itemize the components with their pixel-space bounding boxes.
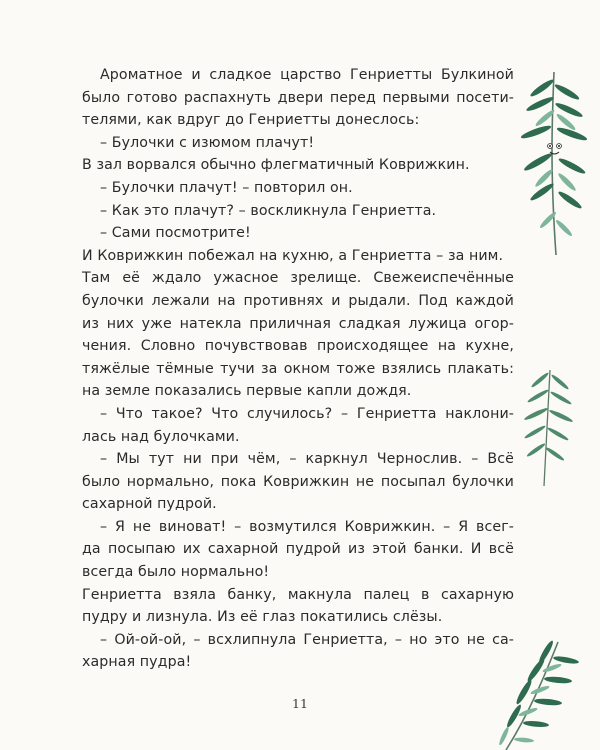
text-line: да посыпаю их сахарной пудрой из этой банки. И всё — [82, 541, 514, 558]
text-line: всегда было нормально! — [82, 564, 270, 581]
text-line: телями, как вдруг до Генриетты донеслось: — [82, 112, 420, 129]
text-line: было готово распахнуть двери перед первыми посети- — [82, 89, 514, 106]
story-text — [82, 64, 514, 674]
text-line: – Булочки с изюмом плачут! — [100, 134, 315, 151]
text-line: – Ой-ой-ой, – всхлипнула Генриетта, – но это не са- — [100, 631, 514, 648]
text-line: – Как это плачут? – воскликнула Генриетта. — [100, 202, 437, 219]
rosemary-sprig-bottom-icon — [488, 640, 578, 750]
text-line: Ароматное и сладкое царство Генриетты Булкиной — [100, 67, 514, 83]
text-line: Генриетта взяла банку, макнула палец в сахарную — [82, 586, 514, 603]
text-line: чения. Словно почувствовав происходящее на кухне, — [82, 338, 514, 355]
text-line: – Что такое? Что случилось? – Генриетта наклони- — [100, 405, 514, 422]
text-line: сахарной пудрой. — [82, 496, 217, 513]
text-line: на земле показались первые капли дождя. — [82, 383, 412, 400]
text-line: – Мы тут ни при чём, – каркнул Чернослив. – Всё — [100, 451, 514, 468]
text-line: – Сами посмотрите! — [100, 225, 251, 242]
text-line: харная пудра! — [82, 654, 192, 671]
text-line: В зал ворвался обычно флегматичный Коврижкин. — [82, 157, 470, 174]
text-line: лась над булочками. — [82, 428, 240, 445]
rosemary-sprig-middle-icon — [520, 368, 584, 488]
text-line: было нормально, пока Коврижкин не посыпал булочки — [82, 473, 514, 490]
text-line: – Я не виноват! – возмутился Коврижкин. – Я всег- — [100, 518, 514, 535]
text-line: – Булочки плачут! – повторил он. — [100, 179, 353, 196]
text-line: тяжёлые тёмные тучи за окном тоже взялись плакать: — [82, 360, 514, 377]
text-line: пудру и лизнула. Из её глаз покатились слёзы. — [82, 609, 443, 626]
text-line: Там её ждало ужасное зрелище. Свежеиспечённые — [82, 270, 514, 287]
text-line: из них уже натекла приличная сладкая лужица огор- — [82, 315, 514, 332]
page-number: 11 — [292, 696, 308, 711]
text-line: И Коврижкин побежал на кухню, а Генриетта – за ним. — [82, 247, 504, 264]
text-line: булочки лежали на противнях и рыдали. Под каждой — [82, 292, 514, 309]
rosemary-sprig-top-icon — [512, 70, 592, 260]
